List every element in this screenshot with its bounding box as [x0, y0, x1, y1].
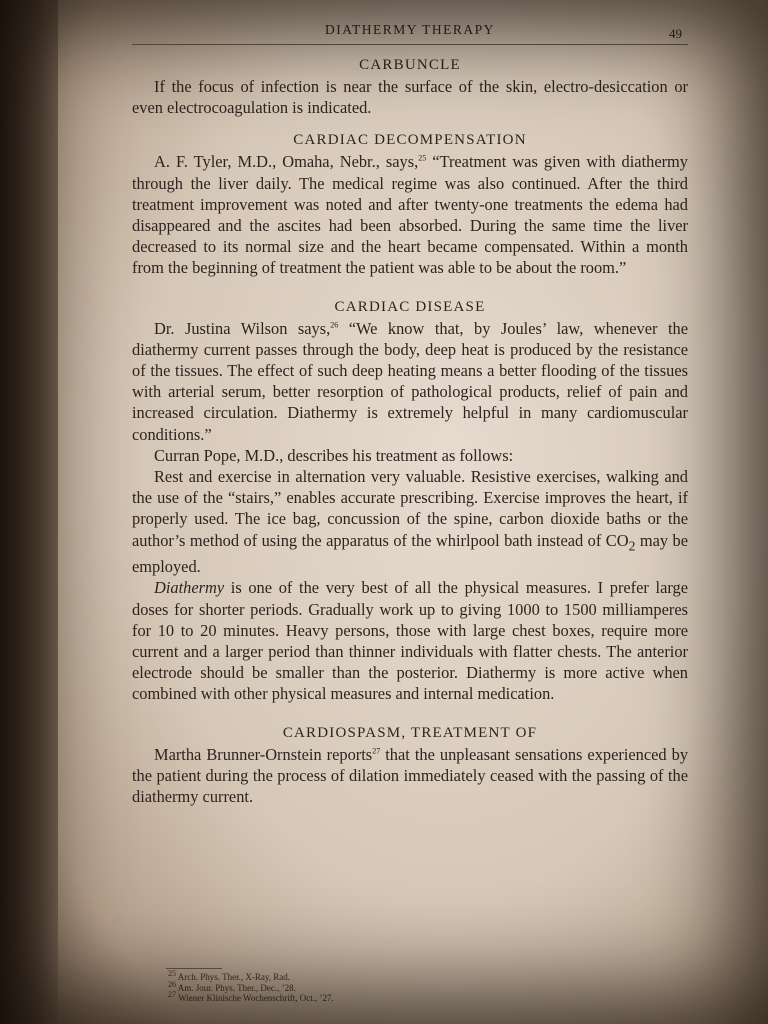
- section-cardiac-decompensation: [132, 132, 688, 278]
- section-cardiospasm: [132, 725, 688, 808]
- section-heading: CARDIAC DISEASE: [334, 298, 486, 315]
- paragraph: If the focus of infection is near the surface of the skin, electro-desiccation or even electrocoagulation is indicated.: [132, 77, 688, 118]
- paragraph: [132, 151, 688, 278]
- text-run: “Treatment was given with diathermy through the liver daily. The medical regime was also continued. After the third treatment improvement was noted and after twenty-one treatments the edema had disappeared and the ascites had been absorbed. During the same time the liver decreased to its normal size and the heart became compensated. Within a month from the beginning of treatment the patient was able to be about the room.”: [132, 152, 689, 278]
- section-heading: CARDIAC DECOMPENSATION: [293, 132, 527, 149]
- text-run: is one of the very best of all the physical measures. I prefer large doses for shorter periods. Gradually work up to giving 1000 to 1500 milliamperes for 10 to 20 minutes. Heavy persons, those with large chest boxes, require more current and a larger period than thinner individuals with flatter chests. The anterior electrode should be smaller than the posterior. Diathermy is more active when combined with other physical measures and internal medication.: [132, 578, 688, 704]
- footnote: [168, 990, 468, 1004]
- text-run: “We know that, by Joules’ law, whenever the diathermy current passes through the body, deep heat is produced by the resistance of the tissues. The effect of such deep heating means a better flooding of the tissues with arterial serum, better resorption of pathological products, relief of pain and increased circulation. Diathermy is extremely helpful in many cardiomuscular conditions.”: [132, 318, 689, 444]
- text-run: Dr. Justina Wilson says,: [154, 318, 331, 338]
- section-heading: CARBUNCLE: [359, 57, 461, 73]
- paragraph: [132, 318, 688, 445]
- footnote-text: Arch. Phys. Ther., X-Ray, Rad.: [177, 972, 291, 982]
- paragraph: [132, 466, 688, 577]
- footnote-ref: 26: [330, 320, 339, 330]
- footnote-mark: 27: [168, 990, 176, 999]
- page-content: [132, 18, 688, 827]
- footnote: [168, 969, 468, 983]
- paragraph: Curran Pope, M.D., describes his treatment as follows:: [154, 445, 514, 465]
- running-head: [132, 18, 688, 45]
- section-heading: CARDIOSPASM, TREATMENT OF: [282, 724, 538, 741]
- running-title: DIATHERMY THERAPY: [325, 22, 495, 37]
- subscript: 2: [628, 537, 636, 553]
- paragraph: [132, 577, 688, 704]
- section-carbuncle: [132, 57, 688, 118]
- paragraph: [132, 744, 688, 808]
- text-run: Martha Brunner-Ornstein reports: [154, 744, 373, 764]
- text-run: that the unpleasant sensations experienced by the patient during the process of dilation immediately ceased with the passing of the diathermy current.: [132, 744, 689, 806]
- footnote-text: Am. Jour. Phys. Ther., Dec., ’28.: [177, 982, 296, 993]
- footnote-mark: 25: [168, 969, 176, 978]
- text-run: may be employed.: [132, 530, 688, 577]
- page-number: 49: [669, 26, 682, 41]
- text-run: Rest and exercise in alternation very valuable. Resistive exercises, walking and the use of the “stairs,” enables accurate prescribing. Exercise improves the heart, if properly used. The ice bag, concussion of the spine, carbon dioxide baths or the author’s method of using the apparatus of the whirlpool bath instead of CO: [132, 467, 688, 550]
- text-run: A. F. Tyler, M.D., Omaha, Nebr., says,: [154, 152, 419, 172]
- footnote-mark: 26: [168, 979, 176, 989]
- section-cardiac-disease: [132, 299, 688, 705]
- footnotes: [168, 968, 468, 1004]
- footnote: [168, 979, 468, 994]
- emphasis: Diathermy: [154, 578, 225, 598]
- footnote-ref: 27: [372, 746, 381, 756]
- footnote-ref: 25: [418, 153, 427, 163]
- footnote-text: Wiener Klinische Wochenschrift, Oct., ’27.: [178, 993, 334, 1003]
